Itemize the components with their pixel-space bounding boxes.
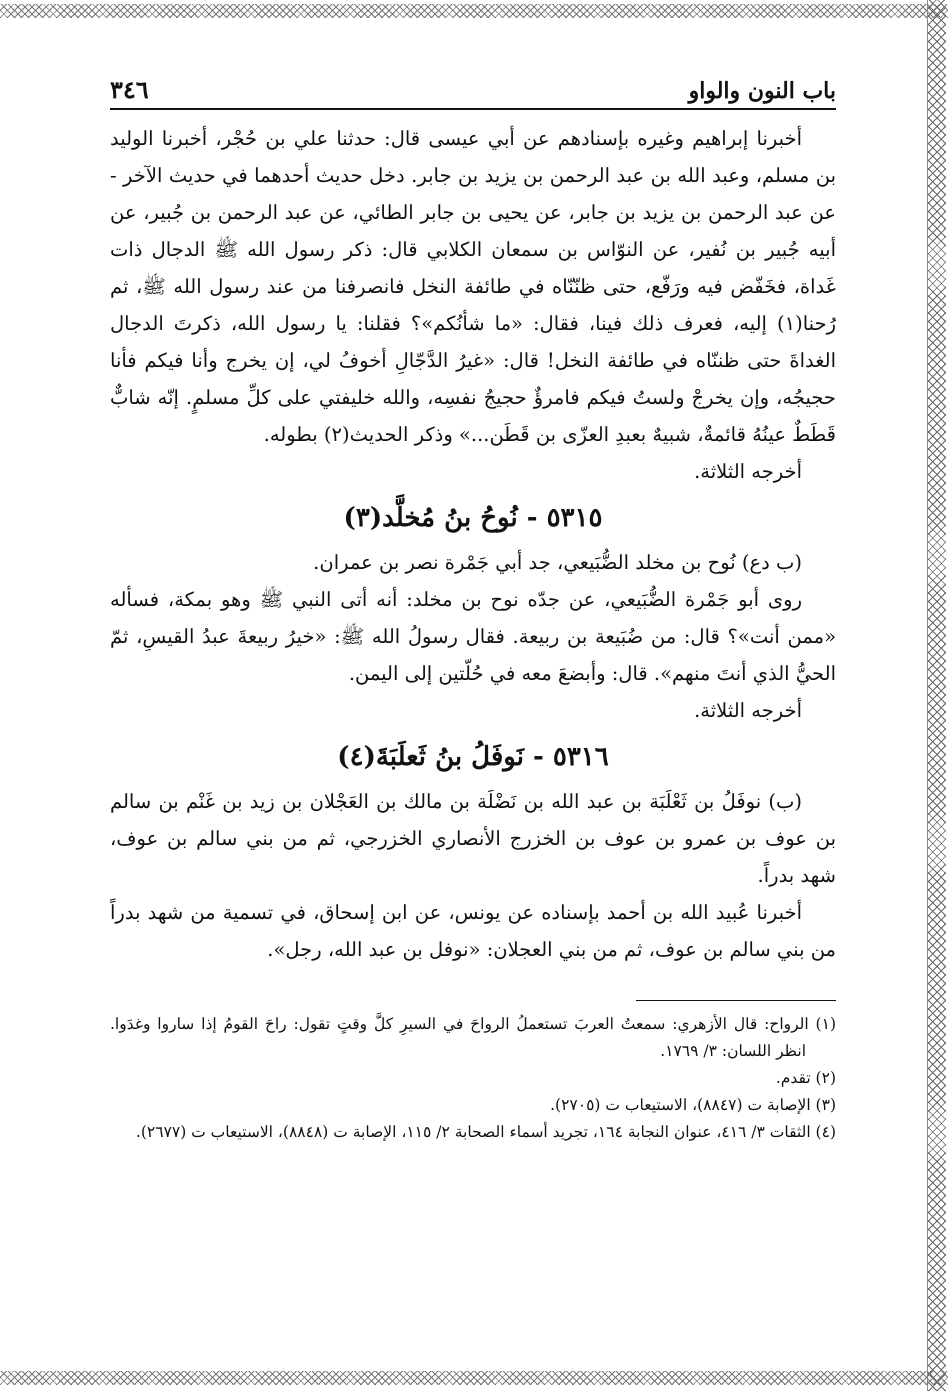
entry-heading-5316: ٥٣١٦ - نَوفَلُ بنُ ثَعلَبَةَ(٤) <box>337 742 609 772</box>
decorative-border-top <box>0 4 948 18</box>
footnotes <box>110 1011 836 1146</box>
decorative-border-bottom <box>0 1371 948 1385</box>
main-text <box>110 120 836 968</box>
footnote-divider <box>636 1000 836 1001</box>
chapter-title: باب النون والواو <box>688 78 836 104</box>
hadith-paragraph: أخبرنا إبراهيم وغيره بإسنادهم عن أبي عيسى قال: حدثنا علي بن حُجْر، أخبرنا الوليد بن مسلم، وعبد الله بن عبد الرحمن بن يزيد بن جابر. دخل حديث أحدهما في حديث الآخر - عن عبد الرحمن بن يزيد بن جابر، عن يحيى بن جابر الطائي، عن عبد الرحمن بن جُبير، عن أبيه جُبير بن نُفير، عن النوّاس بن سمعان الكلابي قال: ذكر رسول الله ﷺ الدجال ذات غَداة، فخَفّض فيه ورَفّع، حتى ظنّنّاه في طائفة النخل فانصرفنا من عند رسول الله ﷺ، ثم رُحنا(١) إليه، فعرف ذلك فينا، فقال: «ما شأنُكم»؟ فقلنا: يا رسول الله، ذكرتَ الدجال الغداةَ حتى ظننّاه في طائفة النخل! قال: «غيرُ الدَّجّالِ أخوفُ لي، إن يخرج وأنا فيكم فأنا حجيجُه، وإن يخرجْ ولستُ فيكم فامرؤٌ حجيجُ نفسِه، والله خليفتي على كلِّ مسلمٍ. إنّه شابٌّ قَطَطٌ عينُهُ قائمةٌ، شبيهٌ بعبدِ العزّى بن قَطَن...» وذكر الحديث(٢) بطوله. <box>110 127 836 446</box>
narration-paragraph: روى أبو جَمْرة الضُّبَيعي، عن جدّه نوح بن مخلد: أنه أتى النبي ﷺ وهو بمكة، فسأله «ممن أنت»؟ قال: من ضُبَيعة بن ربيعة. فقال رسولُ الله ﷺ: «خيرُ ربيعةَ عبدُ القيسِ، ثمّ الحيُّ الذي أنتَ منهم». قال: وأبضعَ معه في حُلّتين إلى اليمن. <box>110 588 836 685</box>
footnote-4: (٤) الثقات ٣/ ٤١٦، عنوان النجابة ١٦٤، تجريد أسماء الصحابة ٢/ ١١٥، الإصابة ت (٨٨٤٨)، الاستيعاب ت (٢٦٧٧). <box>135 1123 836 1141</box>
attribution-line: أخرجه الثلاثة. <box>694 699 802 722</box>
footnote-2: (٢) تقدم. <box>775 1069 836 1087</box>
decorative-border-right <box>927 0 946 1391</box>
entry-heading-5315: ٥٣١٥ - نُوحُ بنُ مُخلَّد(٣) <box>343 503 603 533</box>
page-header <box>110 64 836 110</box>
page-number: ٣٤٦ <box>110 75 149 104</box>
attribution-line: أخرجه الثلاثة. <box>694 460 802 483</box>
narration-paragraph: أخبرنا عُبيد الله بن أحمد بإسناده عن يونس، عن ابن إسحاق، في تسمية من شهد بدراً من بني سالم بن عوف، ثم من بني العجلان: «نوفل بن عبد الله، رجل». <box>110 901 836 961</box>
entry-intro: (ب دع) نُوح بن مخلد الضُّبَيعي، جد أبي جَمْرة نصر بن عمران. <box>313 551 802 574</box>
entry-intro: (ب) نوفَلُ بن ثَعْلَبَة بن عبد الله بن نَضْلَة بن مالك بن العَجْلان بن زيد بن غَنْم بن سالم بن عوف بن عمرو بن عوف بن الخزرج الأنصاري الخزرجي، ثم من بني سالم بن عوف، شهد بدراً. <box>110 790 836 887</box>
footnote-1: (١) الرواح: قال الأزهري: سمعتُ العربَ تستعملُ الرواحَ في السيرِ كلَّ وقتٍ تقول: راحَ القومُ إذا ساروا وغدَوا. انظر اللسان: ٣/ ١٧٦٩. <box>110 1015 836 1060</box>
book-page <box>110 64 836 1146</box>
footnote-3: (٣) الإصابة ت (٨٨٤٧)، الاستيعاب ت (٢٧٠٥). <box>550 1096 836 1114</box>
